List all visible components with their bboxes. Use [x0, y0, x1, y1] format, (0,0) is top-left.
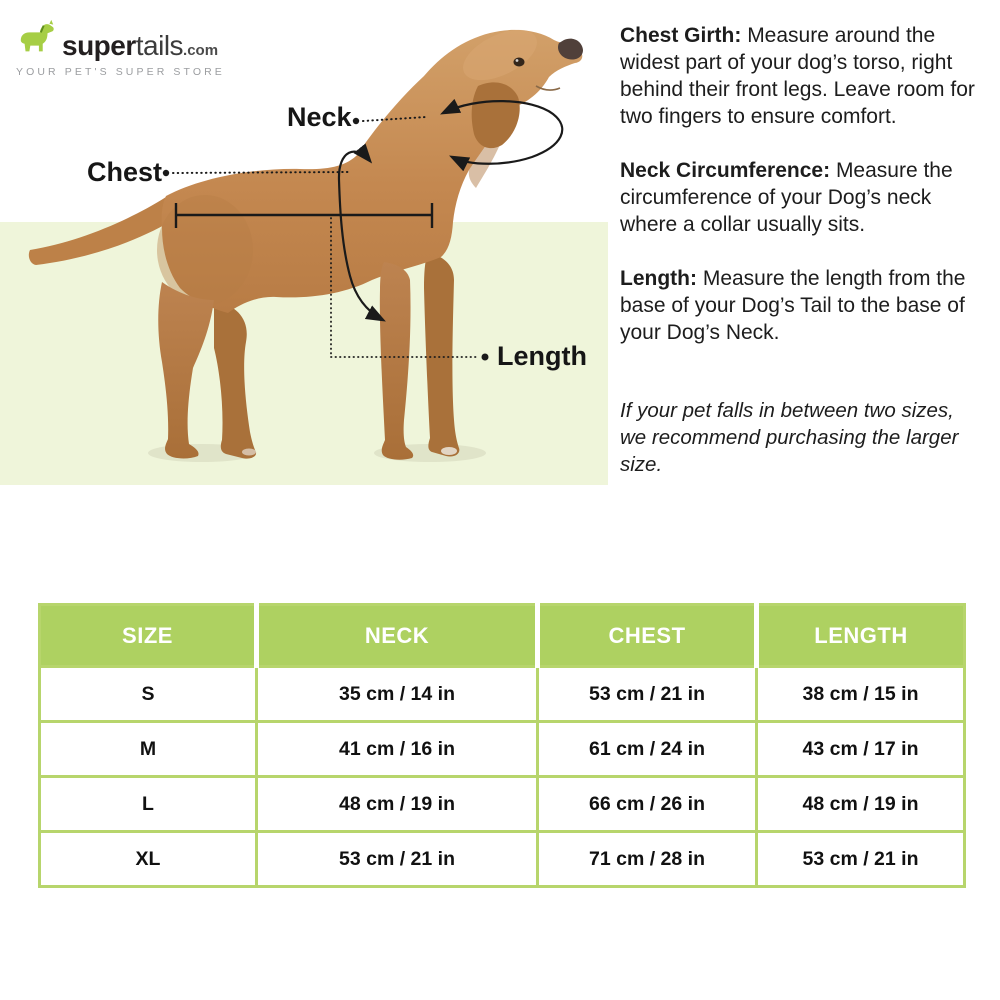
size-cell: L — [40, 777, 257, 832]
chest-cell: 66 cm / 26 in — [538, 777, 757, 832]
dog-ear — [472, 82, 520, 148]
size-chart-header-row — [40, 605, 965, 667]
dog-toe-highlight — [441, 447, 457, 455]
neck-cell: 48 cm / 19 in — [257, 777, 538, 832]
dog-near-rear-leg — [158, 282, 214, 458]
measuring-instructions — [620, 22, 982, 505]
length-cell: 38 cm / 15 in — [757, 667, 965, 722]
size-row-xl — [40, 832, 965, 887]
column-header-size: SIZE — [40, 605, 257, 667]
length-text: Measure the length from the base of your Dog’s Tail to the base of your Dog’s Neck. — [620, 267, 966, 344]
neck-circumference-paragraph — [620, 157, 982, 238]
column-header-neck: NECK — [257, 605, 538, 667]
logo-text-tld: .com — [183, 42, 219, 59]
size-cell: XL — [40, 832, 257, 887]
dog-eye-highlight — [516, 59, 519, 62]
length-cell: 43 cm / 17 in — [757, 722, 965, 777]
neck-pointer-dot — [353, 118, 359, 124]
dog-tail — [29, 197, 178, 265]
supertails-logo — [16, 18, 236, 78]
chest-cell: 61 cm / 24 in — [538, 722, 757, 777]
supertails-dog-icon — [16, 18, 58, 60]
size-cell: S — [40, 667, 257, 722]
neck-circumference-lead: Neck Circumference: — [620, 159, 831, 182]
size-row-l — [40, 777, 965, 832]
size-row-s — [40, 667, 965, 722]
neck-circumference-text: Measure the circumference of your Dog’s neck where a collar usually sits. — [620, 159, 953, 236]
size-row-m — [40, 722, 965, 777]
neck-cell: 35 cm / 14 in — [257, 667, 538, 722]
neck-label: Neck — [287, 102, 352, 132]
logo-tagline: YOUR PET'S SUPER STORE — [16, 66, 225, 78]
length-cell: 48 cm / 19 in — [757, 777, 965, 832]
chest-label: Chest — [87, 157, 163, 187]
column-header-length: LENGTH — [757, 605, 965, 667]
dog-far-front-leg — [424, 252, 459, 457]
chest-pointer-dot — [163, 170, 169, 176]
length-paragraph — [620, 265, 982, 346]
size-chart-table — [38, 603, 966, 888]
dog-toe-highlight — [242, 449, 256, 456]
length-lead: Length: — [620, 267, 697, 290]
neck-cell: 53 cm / 21 in — [257, 832, 538, 887]
dog-far-rear-leg — [214, 300, 256, 459]
chest-girth-paragraph — [620, 22, 982, 130]
size-cell: M — [40, 722, 257, 777]
dog-illustration — [29, 19, 583, 459]
length-label: Length — [497, 341, 587, 371]
logo-text-tails: tails — [135, 30, 184, 61]
chest-girth-lead: Chest Girth: — [620, 24, 742, 47]
column-header-chest: CHEST — [538, 605, 757, 667]
chest-girth-text: Measure around the widest part of your dog’s torso, right behind their front legs. Leave room for two fingers to ensure comfort. — [620, 24, 975, 128]
sizing-note: If your pet falls in between two sizes, we recommend purchasing the larger size. — [620, 399, 959, 476]
length-pointer-dot — [482, 354, 489, 361]
chest-cell: 71 cm / 28 in — [538, 832, 757, 887]
length-cell: 53 cm / 21 in — [757, 832, 965, 887]
neck-cell: 41 cm / 16 in — [257, 722, 538, 777]
dog-eye — [514, 58, 525, 67]
chest-cell: 53 cm / 21 in — [538, 667, 757, 722]
logo-text-super: super — [62, 30, 136, 61]
dog-near-front-leg — [380, 262, 413, 460]
